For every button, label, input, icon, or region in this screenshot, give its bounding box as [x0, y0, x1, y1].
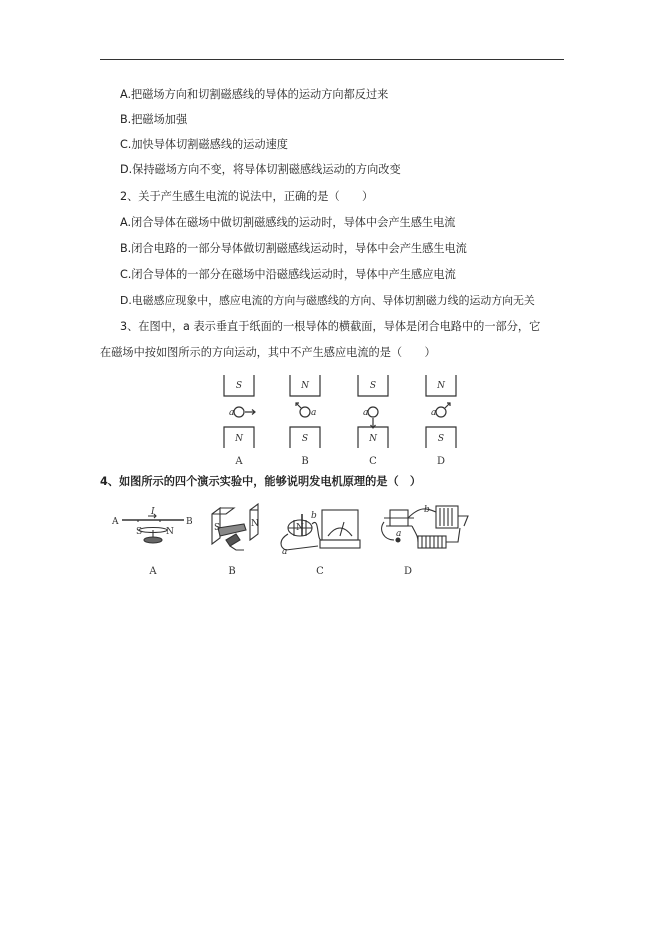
fig-c-n-letter: N: [296, 523, 304, 533]
fig-c-b-letter: b: [311, 511, 317, 521]
fig-a-current-letter: I: [151, 507, 155, 517]
q4-label-c: C: [316, 566, 324, 577]
pole-top-d: N: [437, 381, 445, 391]
conductor-label-c: a: [363, 408, 369, 418]
q2-option-a: A.闭合导体在磁场中做切割磁感线的运动时，导体中会产生感生电流: [120, 216, 456, 229]
conductor-label-a: a: [229, 408, 235, 418]
q4-figures: [108, 496, 478, 578]
q4-label-b: B: [228, 566, 236, 577]
arrow-right-icon: [245, 410, 255, 415]
q4-stem: 4、如图所示的四个演示实验中，能够说明发电机原理的是（ ）: [100, 475, 422, 488]
pole-bottom-a: N: [235, 434, 243, 444]
q4-label-a: A: [149, 566, 157, 577]
q1-option-a: A.把磁场方向和切割磁感线的导体的运动方向都反过来: [120, 88, 389, 101]
q4-figure-c-generator: [281, 510, 360, 550]
q4-label-d: D: [403, 566, 413, 577]
conductor-label-b: a: [311, 408, 317, 418]
q3-label-d: D: [436, 456, 446, 467]
q2-stem: 2、关于产生感生电流的说法中，正确的是（ ）: [120, 190, 374, 203]
fig-a-s-letter: S: [136, 527, 143, 537]
pole-top-c: S: [369, 381, 377, 391]
arrow-up-left-icon: [296, 403, 301, 408]
q1-option-b: B.把磁场加强: [120, 113, 188, 126]
q3-figures: [210, 372, 470, 470]
q3-stem-line1: 3、在图中，a 表示垂直于纸面的一根导体的横截面，导体是闭合电路中的一部分，它: [120, 320, 541, 333]
q3-stem-line2: 在磁场中按如图所示的方向运动，其中不产生感应电流的是（ ）: [100, 346, 436, 359]
q2-option-b: B.闭合电路的一部分导体做切割磁感线运动时，导体中会产生感生电流: [120, 242, 467, 255]
q1-option-c: C.加快导体切割磁感线的运动速度: [120, 138, 288, 151]
pole-bottom-c: N: [369, 434, 377, 444]
conductor-label-d: a: [431, 408, 437, 418]
fig-a-left-letter: A: [112, 517, 119, 527]
q3-label-c: C: [369, 456, 377, 467]
fig-d-b-letter: b: [424, 505, 430, 515]
q2-option-d: D.电磁感应现象中，感应电流的方向与磁感线的方向、导体切割磁力线的运动方向无关: [120, 294, 535, 307]
pole-top-a: S: [235, 381, 243, 391]
conductor-circle: [368, 407, 378, 417]
conductor-circle: [234, 407, 244, 417]
arrow-up-right-icon: [445, 403, 450, 408]
fig-b-n-letter: N: [251, 519, 259, 529]
fig-b-s-letter: S: [214, 523, 221, 533]
pole-bottom-b: S: [301, 434, 309, 444]
conductor-circle: [300, 407, 310, 417]
arrow-down-icon: [371, 418, 376, 428]
conductor-circle: [436, 407, 446, 417]
fig-a-n-letter: N: [166, 527, 174, 537]
fig-d-a-letter: a: [396, 529, 402, 539]
q2-option-c: C.闭合导体的一部分在磁场中沿磁感线运动时，导体中产生感应电流: [120, 268, 456, 281]
q3-label-b: B: [301, 456, 309, 467]
q4-figure-a-wire-compass: [122, 514, 184, 543]
fig-c-a-letter: a: [282, 547, 288, 557]
pole-bottom-d: S: [437, 434, 445, 444]
pole-top-b: N: [301, 381, 309, 391]
header-rule: [100, 59, 564, 60]
q3-label-a: A: [235, 456, 243, 467]
q1-option-d: D.保持磁场方向不变，将导体切割磁感线运动的方向改变: [120, 163, 401, 176]
fig-a-right-letter: B: [186, 517, 193, 527]
